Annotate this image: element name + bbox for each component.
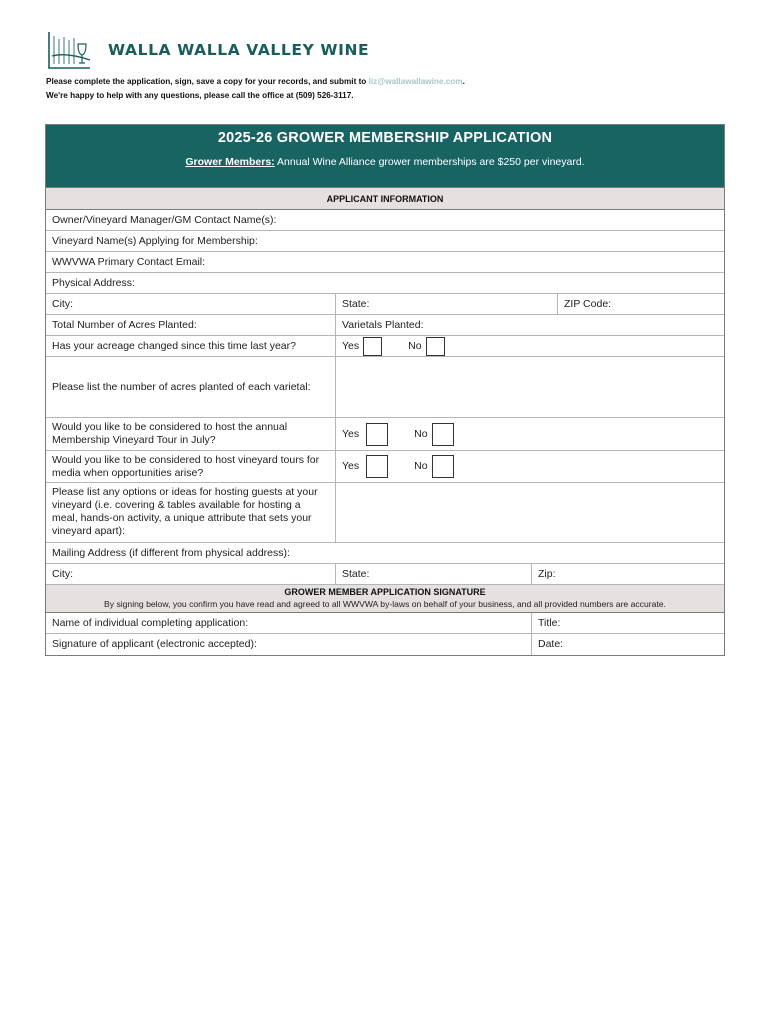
mail-zip-field[interactable]: Zip:	[531, 564, 724, 584]
name-title-row	[46, 613, 724, 634]
host-media-yes-checkbox[interactable]	[366, 455, 388, 478]
acres-varietals-row	[46, 315, 724, 336]
acreage-no-checkbox[interactable]	[426, 337, 445, 356]
form-title: 2025-26 GROWER MEMBERSHIP APPLICATION	[217, 130, 553, 146]
physical-address-row	[46, 273, 724, 294]
application-form	[45, 124, 725, 656]
org-name: WALLA WALLA VALLEY WINE	[108, 41, 370, 59]
mail-city-field[interactable]: City:	[52, 567, 73, 580]
no-label: No	[414, 427, 428, 440]
acreage-yes-checkbox[interactable]	[363, 337, 382, 356]
acreage-changed-row	[46, 336, 724, 357]
zip-field[interactable]: ZIP Code:	[557, 294, 724, 314]
host-tour-options	[335, 418, 724, 450]
host-tour-label: Would you like to be considered to host the annual Membership Vineyard Tour in July?	[52, 421, 288, 446]
hosting-ideas-label: Please list any options or ideas for hosting guests at your vineyard (i.e. covering & tables available for hosting a meal, hands-on activity, a unique attribute that sets your vineyard apart):	[52, 486, 318, 537]
subtitle-text: Annual Wine Alliance grower memberships are $250 per vineyard.	[274, 156, 585, 168]
host-media-options	[335, 451, 724, 482]
signature-date-row	[46, 634, 724, 655]
wine-glass-vineyard-logo-icon	[46, 30, 94, 72]
host-tour-no-checkbox[interactable]	[432, 423, 454, 446]
acres-per-varietal-row	[46, 357, 724, 418]
instructions-suffix: .	[462, 77, 465, 86]
primary-email-field[interactable]: WWVWA Primary Contact Email:	[52, 255, 206, 268]
yes-label: Yes	[342, 460, 360, 472]
instructions-prefix: Please complete the application, sign, save a copy for your records, and submit to	[46, 77, 369, 86]
city-field[interactable]: City:	[52, 297, 73, 310]
form-banner	[46, 125, 724, 188]
mailing-address-field[interactable]: Mailing Address (if different from physical address):	[52, 546, 290, 559]
acres-per-varietal-field[interactable]	[335, 357, 724, 417]
instructions-line	[46, 75, 465, 89]
host-media-row	[46, 451, 724, 483]
no-label: No	[408, 339, 422, 352]
acres-per-varietal-label: Please list the number of acres planted of each varietal:	[52, 380, 311, 393]
help-line: We're happy to help with any questions, please call the office at (509) 526-3117.	[46, 91, 354, 100]
hosting-ideas-row	[46, 483, 724, 543]
signature-disclaimer: By signing below, you confirm you have read and agreed to all WWVWA by-laws on behalf of your business, and all provided numbers are accurate.	[104, 599, 666, 609]
no-label: No	[414, 460, 428, 472]
hosting-ideas-field[interactable]	[335, 483, 724, 542]
title-field[interactable]: Title:	[531, 613, 724, 633]
physical-address-field[interactable]: Physical Address:	[52, 276, 135, 289]
total-acres-field[interactable]: Total Number of Acres Planted:	[52, 318, 197, 331]
subtitle-lead: Grower Members:	[185, 156, 275, 168]
city-state-zip-row	[46, 294, 724, 315]
signature-heading: GROWER MEMBER APPLICATION SIGNATURE	[284, 587, 486, 597]
vineyard-names-field[interactable]: Vineyard Name(s) Applying for Membership:	[52, 234, 258, 247]
contact-name-field[interactable]: Owner/Vineyard Manager/GM Contact Name(s):	[52, 213, 277, 226]
primary-email-row	[46, 252, 724, 273]
yes-label: Yes	[342, 339, 360, 352]
host-media-label: Would you like to be considered to host vineyard tours for media when opportunities arise?	[52, 453, 320, 479]
applicant-section-heading: APPLICANT INFORMATION	[46, 188, 724, 210]
date-field[interactable]: Date:	[531, 634, 724, 655]
acreage-changed-options	[335, 336, 724, 356]
state-field[interactable]: State:	[335, 294, 557, 314]
host-tour-yes-checkbox[interactable]	[366, 423, 388, 446]
acreage-changed-label: Has your acreage changed since this time last year?	[52, 339, 296, 352]
submit-email-link[interactable]: liz@wallawallawine.com	[368, 77, 463, 86]
host-tour-row	[46, 418, 724, 451]
vineyard-names-row	[46, 231, 724, 252]
applicant-name-field[interactable]: Name of individual completing application:	[52, 616, 249, 629]
contact-name-row	[46, 210, 724, 231]
signature-section-heading	[46, 585, 724, 613]
varietals-field[interactable]: Varietals Planted:	[335, 315, 724, 335]
mailing-address-row	[46, 543, 724, 564]
mail-state-field[interactable]: State:	[335, 564, 531, 584]
mailing-city-row	[46, 564, 724, 585]
yes-label: Yes	[342, 427, 360, 440]
host-media-no-checkbox[interactable]	[432, 455, 454, 478]
signature-field[interactable]: Signature of applicant (electronic accepted):	[52, 638, 257, 650]
form-subtitle	[46, 156, 724, 168]
instructions	[46, 75, 465, 103]
